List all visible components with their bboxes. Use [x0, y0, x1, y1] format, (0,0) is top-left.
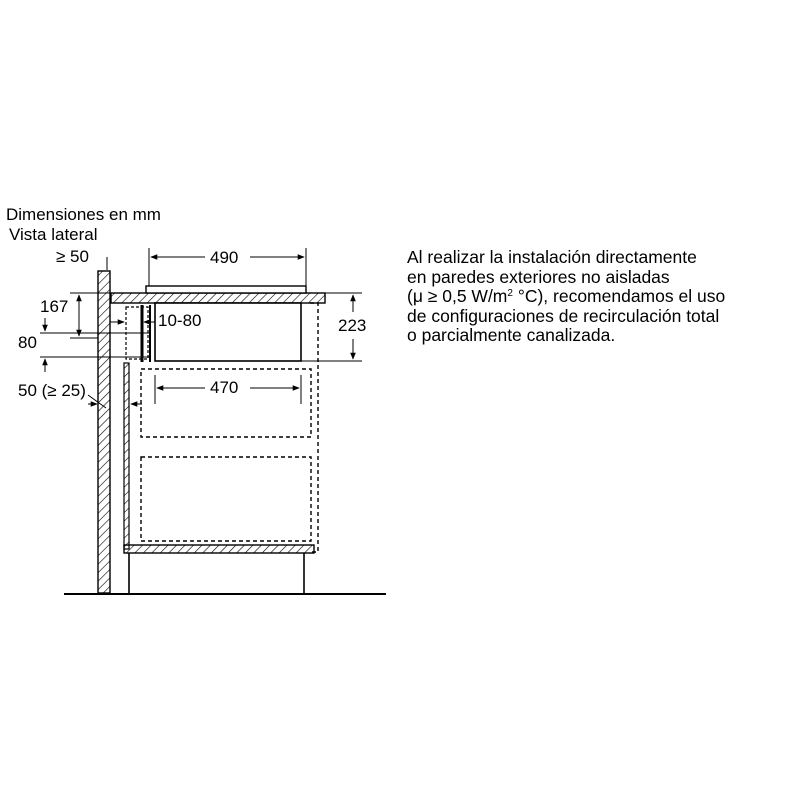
diagram-title: Dimensiones en mm — [6, 205, 161, 224]
note-line-3-post: °C), recomendamos el uso — [512, 286, 726, 306]
dim-cutout-depth: 167 — [40, 297, 69, 316]
dim-appliance-width: 490 — [210, 248, 239, 267]
note-line-3-pre: (μ ≥ 0,5 W/m — [407, 286, 508, 306]
cabinet-bottom-shelf — [124, 545, 314, 553]
note-line-1: Al realizar la instalación directamente — [407, 247, 697, 267]
drawer-lower — [141, 457, 311, 541]
wall — [98, 271, 110, 593]
note-line-4: de configuraciones de recirculación total — [407, 305, 720, 326]
dim-duct-height: 80 — [18, 333, 37, 352]
note-line-2: en paredes exteriores no aisladas — [407, 266, 670, 287]
cabinet-back-panel — [124, 363, 129, 549]
dim-inner-width: 470 — [210, 378, 239, 397]
note-line-3 — [407, 287, 787, 307]
note-superscript: 2 — [507, 288, 513, 299]
cooktop-glass — [146, 286, 306, 293]
countertop — [111, 293, 325, 303]
dim-wall-clearance: ≥ 50 — [56, 247, 89, 266]
dim-duct-gap: 10-80 — [158, 311, 202, 330]
dim-back-gap: 50 (≥ 25) — [18, 381, 86, 400]
note-line-5: o parcialmente canalizada. — [407, 325, 616, 345]
installation-note — [407, 248, 787, 346]
view-label: Vista lateral — [9, 225, 98, 244]
dim-appliance-height: 223 — [338, 316, 367, 335]
